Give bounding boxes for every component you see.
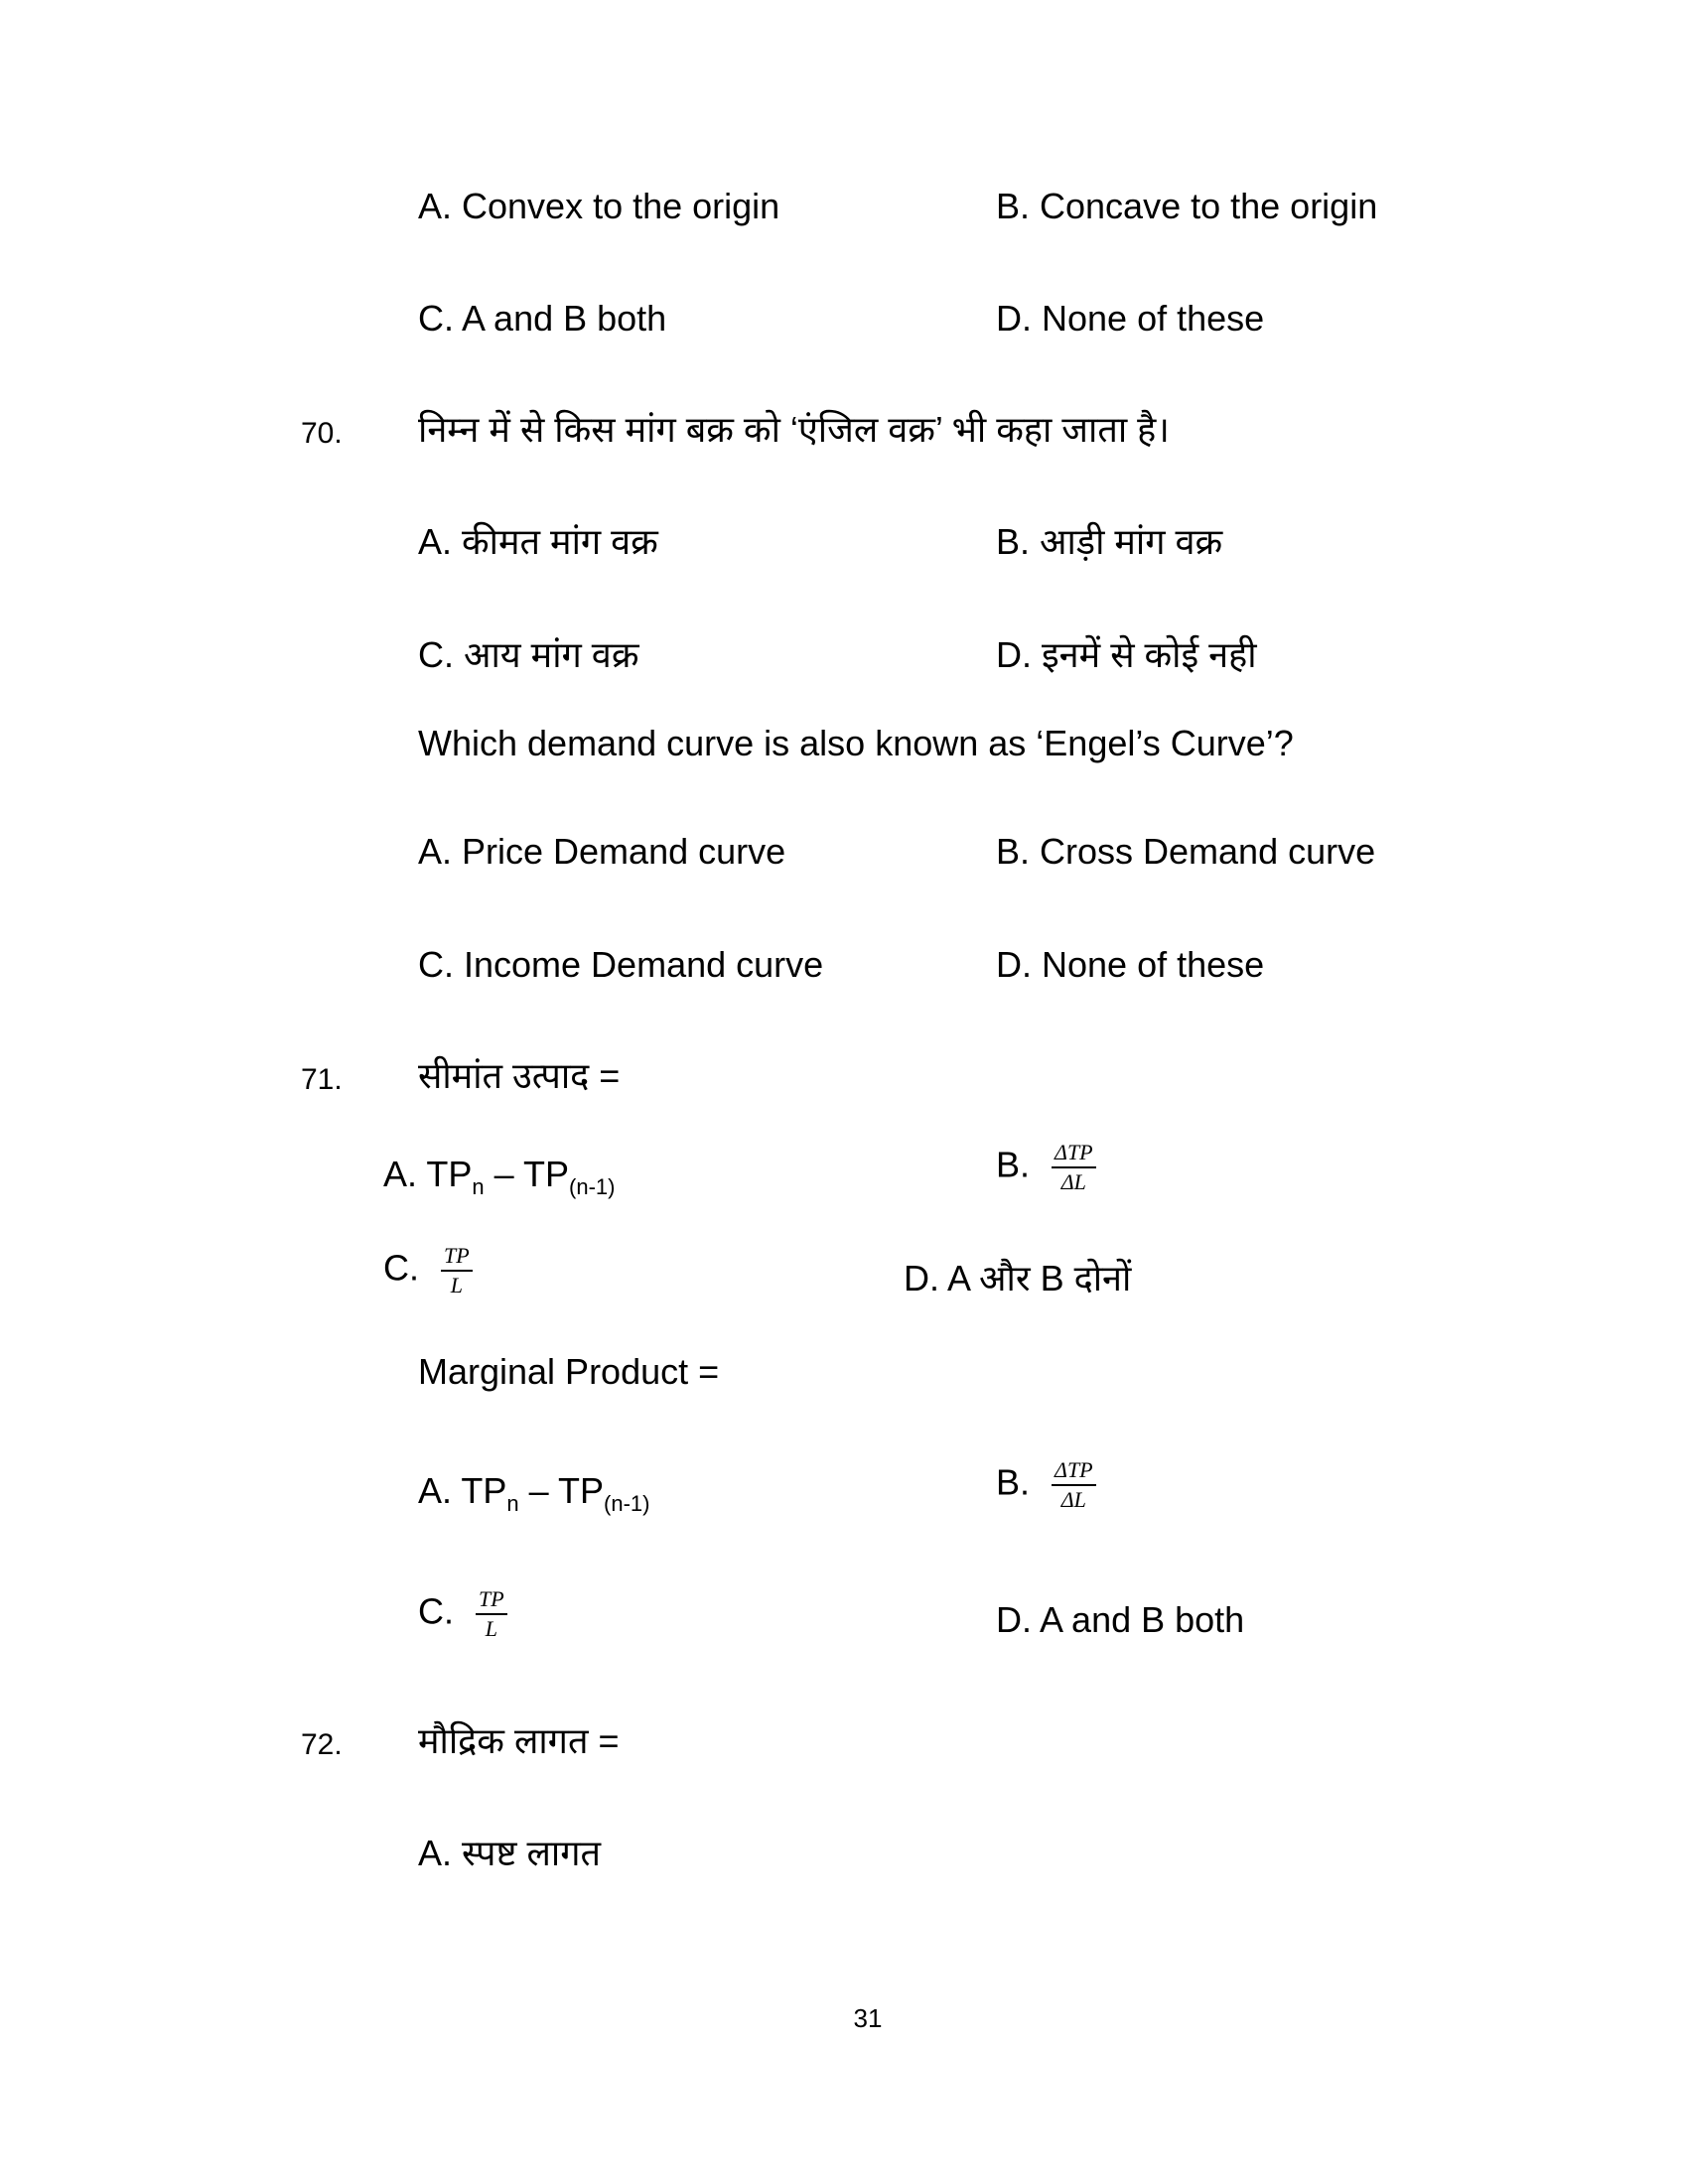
- option-b-label: B.: [996, 1144, 1031, 1185]
- option-a-minus-tp: – TP: [484, 1154, 570, 1194]
- subscript-n: n: [506, 1491, 519, 1517]
- numerator: ΔTP: [1052, 1142, 1096, 1168]
- option-b-label: B.: [996, 1461, 1031, 1503]
- option-a-tp: A. TP: [383, 1154, 473, 1194]
- q70-hindi-option-d: D. इनमें से कोई नही: [996, 634, 1257, 675]
- question-number-70: 70.: [301, 417, 343, 450]
- denominator: L: [450, 1273, 463, 1297]
- q70-english-option-d: D. None of these: [996, 944, 1265, 985]
- denominator: ΔL: [1060, 1487, 1086, 1512]
- option-a-tp: A. TP: [418, 1470, 507, 1511]
- numerator: TP: [441, 1245, 473, 1272]
- q70-english-option-c: C. Income Demand curve: [418, 944, 824, 985]
- denominator: ΔL: [1060, 1169, 1086, 1194]
- q71-hindi-option-c: [383, 1245, 473, 1297]
- fraction-tp-over-l: [441, 1245, 473, 1297]
- q72-hindi-option-a: A. स्पष्ट लागत: [418, 1833, 602, 1873]
- q71-hindi-option-a: [383, 1154, 616, 1200]
- subscript-n-minus-1: (n-1): [569, 1174, 616, 1200]
- denominator: L: [485, 1616, 497, 1641]
- q69-option-b: B. Concave to the origin: [996, 186, 1378, 226]
- q71-english-option-c: [418, 1588, 507, 1640]
- q70-english-option-b: B. Cross Demand curve: [996, 831, 1376, 872]
- subscript-n: n: [472, 1174, 485, 1200]
- question-number-72: 72.: [301, 1728, 343, 1761]
- q71-english-option-d: D. A and B both: [996, 1599, 1245, 1640]
- option-c-label: C.: [418, 1590, 454, 1632]
- q71-english-question: Marginal Product =: [418, 1351, 720, 1392]
- q71-hindi-option-b: [996, 1142, 1096, 1193]
- subscript-n-minus-1: (n-1): [604, 1491, 650, 1517]
- numerator: TP: [476, 1588, 507, 1615]
- q70-english-question: Which demand curve is also known as ‘Engel’s Curve’?: [418, 723, 1294, 763]
- numerator: ΔTP: [1052, 1459, 1096, 1486]
- q70-hindi-option-b: B. आड़ी मांग वक्र: [996, 521, 1223, 562]
- q69-option-d: D. None of these: [996, 298, 1265, 339]
- option-a-minus-tp: – TP: [518, 1470, 605, 1511]
- fraction-tp-over-l: [476, 1588, 507, 1640]
- q69-option-c: C. A and B both: [418, 298, 667, 339]
- q71-english-option-a: [418, 1470, 650, 1517]
- q71-hindi-question: सीमांत उत्पाद =: [418, 1055, 621, 1096]
- question-number-71: 71.: [301, 1063, 343, 1096]
- q70-hindi-option-a: A. कीमत मांग वक्र: [418, 521, 658, 562]
- q70-hindi-question: निम्न में से किस मांग बक्र को ‘एंजिल वक्र’ भी कहा जाता है।: [418, 409, 1170, 450]
- fraction-delta-tp-over-delta-l: [1052, 1459, 1096, 1511]
- q71-hindi-option-d: D. A और B दोनों: [904, 1258, 1132, 1298]
- q70-english-option-a: A. Price Demand curve: [418, 831, 786, 872]
- q69-option-a: A. Convex to the origin: [418, 186, 780, 226]
- q70-hindi-option-c: C. आय मांग वक्र: [418, 634, 639, 675]
- fraction-delta-tp-over-delta-l: [1052, 1142, 1096, 1193]
- q72-hindi-question: मौद्रिक लागत =: [418, 1720, 620, 1761]
- page-number: 31: [853, 2003, 883, 2033]
- q71-english-option-b: [996, 1459, 1096, 1511]
- option-c-label: C.: [383, 1247, 419, 1289]
